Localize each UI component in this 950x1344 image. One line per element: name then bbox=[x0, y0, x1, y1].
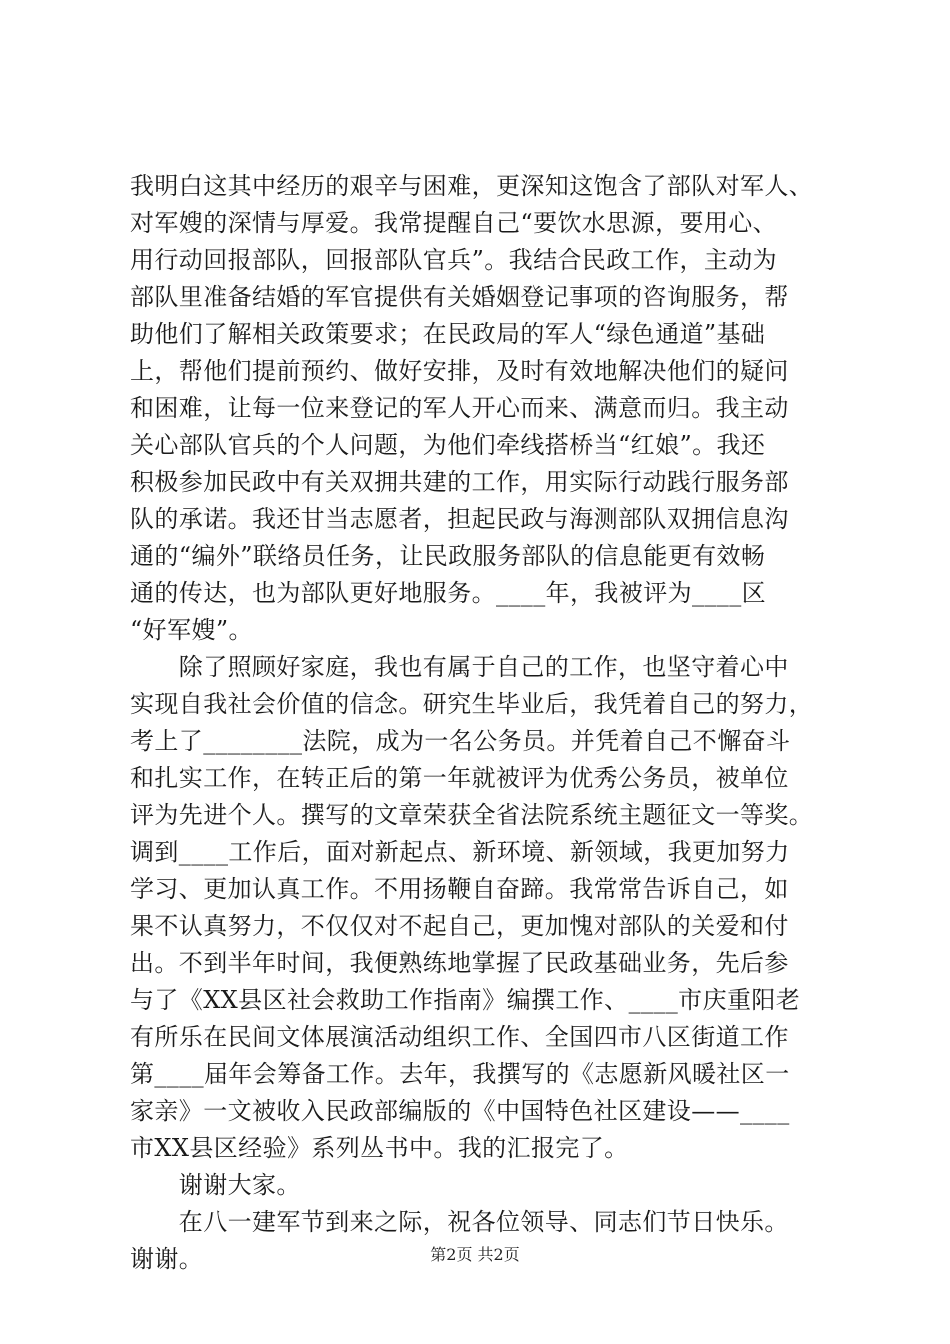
text-line: 用行动回报部队，回报部队官兵”。我结合民政工作，主动为 bbox=[130, 246, 778, 274]
text-line: 果不认真努力，不仅仅对不起自己，更加愧对部队的关爱和付 bbox=[130, 912, 789, 940]
text-line: 队的承诺。我还甘当志愿者，担起民政与海测部队双拥信息沟 bbox=[130, 505, 789, 533]
text-line: 学习、更加认真工作。不用扬鞭自奋蹄。我常常告诉自己，如 bbox=[130, 875, 789, 903]
page-number: 第2页 共2页 bbox=[430, 1245, 520, 1264]
text-line: 与了《XX县区社会救助工作指南》编撰工作、____市庆重阳老 bbox=[130, 986, 801, 1014]
text-line: 家亲》一文被收入民政部编版的《中国特色社区建设——____ bbox=[130, 1097, 790, 1125]
text-line: 在八一建军节到来之际，祝各位领导、同志们节日快乐。 bbox=[130, 1208, 789, 1236]
text-line: 对军嫂的深情与厚爱。我常提醒自己“要饮水思源，要用心、 bbox=[130, 209, 778, 237]
text-line: 我明白这其中经历的艰辛与困难，更深知这饱含了部队对军人、 bbox=[130, 172, 814, 200]
text-line: 上，帮他们提前预约、做好安排，及时有效地解决他们的疑问 bbox=[130, 357, 789, 385]
text-line: 评为先进个人。撰写的文章荣获全省法院系统主题征文一等奖。 bbox=[130, 801, 814, 829]
text-line: 考上了________法院，成为一名公务员。并凭着自己不懈奋斗 bbox=[130, 727, 791, 755]
text-line: 市XX县区经验》系列丛书中。我的汇报完了。 bbox=[130, 1134, 629, 1162]
body-text bbox=[130, 168, 830, 1278]
text-line: 和扎实工作，在转正后的第一年就被评为优秀公务员，被单位 bbox=[130, 764, 789, 792]
text-line: 关心部队官兵的个人问题，为他们牵线搭桥当“红娘”。我还 bbox=[130, 431, 766, 459]
text-line: 积极参加民政中有关双拥共建的工作，用实际行动践行服务部 bbox=[130, 468, 789, 496]
text-line: 第____届年会筹备工作。去年，我撰写的《志愿新风暖社区一 bbox=[130, 1060, 790, 1088]
text-line: 有所乐在民间文体展演活动组织工作、全国四市八区街道工作 bbox=[130, 1023, 789, 1051]
text-line: 实现自我社会价值的信念。研究生毕业后，我凭着自己的努力， bbox=[130, 690, 814, 718]
text-line: 除了照顾好家庭，我也有属于自己的工作，也坚守着心中 bbox=[130, 653, 789, 681]
text-line: 通的“编外”联络员任务，让民政服务部队的信息能更有效畅 bbox=[130, 542, 766, 570]
text-line: 和困难，让每一位来登记的军人开心而来、满意而归。我主动 bbox=[130, 394, 789, 422]
text-line: 助他们了解相关政策要求；在民政局的军人“绿色通道”基础 bbox=[130, 320, 766, 348]
text-line: 谢谢大家。 bbox=[130, 1171, 301, 1199]
text-line: 通的传达，也为部队更好地服务。____年，我被评为____区 bbox=[130, 579, 766, 607]
page-footer bbox=[0, 1245, 950, 1265]
text-line: 部队里准备结婚的军官提供有关婚姻登记事项的咨询服务，帮 bbox=[130, 283, 789, 311]
text-line: 调到____工作后，面对新起点、新环境、新领域，我更加努力 bbox=[130, 838, 790, 866]
text-line: “好军嫂”。 bbox=[130, 616, 253, 644]
text-line: 出。不到半年时间，我便熟练地掌握了民政基础业务，先后参 bbox=[130, 949, 789, 977]
text-line: 谢谢。 bbox=[130, 1245, 204, 1273]
